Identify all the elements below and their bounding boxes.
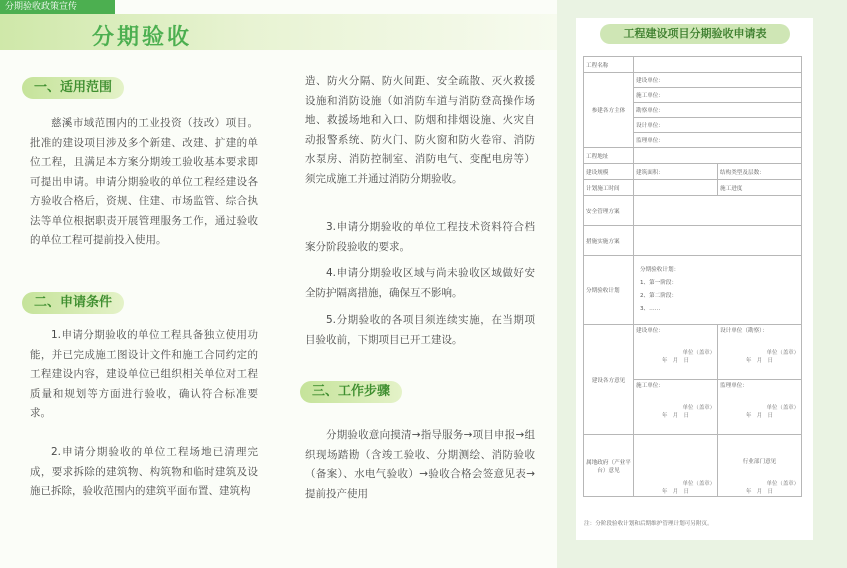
safety-plan-field[interactable]: [634, 196, 802, 226]
participants-label: 参建各方主体: [584, 73, 634, 148]
build-unit-opinion-label: 建设单位：: [636, 328, 664, 334]
build-area-field[interactable]: 建筑面积：: [634, 164, 718, 180]
build-unit-date: 年 月 日: [662, 358, 689, 364]
stage-plan-heading: 分期验收计划：: [640, 267, 680, 273]
section-3-title: 三、工作步骤: [300, 381, 402, 403]
supervise-unit-opinion[interactable]: [718, 380, 802, 435]
territory-date: 年 月 日: [662, 489, 689, 495]
industry-label: 行业部门意见: [742, 459, 777, 465]
industry-date: 年 月 日: [746, 489, 773, 495]
construct-unit-opinion[interactable]: [634, 380, 718, 435]
construct-unit-date: 年 月 日: [662, 413, 689, 419]
application-form-table: [583, 56, 802, 497]
stage-2-line: 2、第二阶段：: [640, 293, 678, 299]
design-unit-date: 年 月 日: [746, 358, 773, 364]
industry-seal: 单位（盖章）: [766, 481, 799, 487]
form-footnote: 注：分阶段验收计划和后期维护管理计划可另附页。: [584, 521, 713, 527]
design-unit-seal: 单位（盖章）: [766, 350, 799, 356]
condition-3-paragraph: 3.申请分期验收的单位工程技术资料符合档案分阶段验收的要求。: [305, 221, 535, 253]
condition-2-continued: 造、防火分隔、防火间距、安全疏散、灭火救援设施和消防设施（如消防车道与消防登高操作场地、救援场地和入口、防烟和排烟设施、火灾自动报警系统、防火门、防火窗和防火卷帘、消防水泵房、消防控制室、消防电气、变配电房等）须完成施工并通过消防分期验收。: [305, 75, 535, 185]
condition-1-paragraph: 1.申请分期验收的单位工程具备独立使用功能，并已完成施工图设计文件和施工合同约定的工程建设内容，建设单位已组织相关单位对工程质量和规划等方面进行验收，确认符合标准要求。: [30, 329, 258, 419]
build-scale-label: 建设规模: [584, 164, 634, 180]
condition-2-paragraph: 2.申请分期验收的单位工程场地已清理完成，要求拆除的建筑物、构筑物和临时建筑及设施已拆除，验收范围内的建筑平面布置、建筑构: [30, 446, 258, 497]
industry-opinion[interactable]: [718, 435, 802, 497]
banner-tag: 分期验收政策宣传: [0, 0, 115, 14]
design-unit-field[interactable]: 设计单位：: [634, 118, 802, 133]
design-unit-opinion[interactable]: [718, 325, 802, 380]
stage-3-line: 3、……: [640, 306, 661, 312]
supervise-unit-opinion-label: 监理单位：: [720, 383, 748, 389]
territory-opinion[interactable]: [634, 435, 718, 497]
territory-seal: 单位（盖章）: [682, 481, 715, 487]
project-location-field[interactable]: [634, 148, 802, 164]
page-title: 分期验收: [92, 25, 193, 50]
workflow-paragraph: 分期验收意向摸清→指导服务→项目申报→组织现场踏勘（含竣工验收、分期测绘、消防验收（备案）、水电气验收）→验收合格会签意见表→提前投产使用: [305, 429, 535, 500]
stage-1-line: 1、第一阶段：: [640, 280, 678, 286]
territory-label: 属地政府（产业平台）意见: [584, 435, 634, 497]
measure-plan-field[interactable]: [634, 226, 802, 256]
construct-unit-seal: 单位（盖章）: [682, 405, 715, 411]
condition-4-paragraph: 4.申请分期验收区域与尚未验收区域做好安全防护隔离措施，确保互不影响。: [305, 267, 535, 299]
build-unit-field[interactable]: 建设单位：: [634, 73, 802, 88]
supervise-unit-field[interactable]: 监理单位：: [634, 133, 802, 148]
safety-plan-label: 安全管理方案: [584, 196, 634, 226]
supervise-unit-date: 年 月 日: [746, 413, 773, 419]
project-location-label: 工程地址: [584, 148, 634, 164]
project-name-field[interactable]: [634, 57, 802, 73]
opinions-label: 建设各方意见: [584, 325, 634, 435]
header-band: [0, 14, 557, 50]
stage-plan-label: 分期验收计划: [584, 256, 634, 325]
supervise-unit-seal: 单位（盖章）: [766, 405, 799, 411]
build-unit-opinion[interactable]: [634, 325, 718, 380]
measure-plan-label: 措施实施方案: [584, 226, 634, 256]
survey-unit-field[interactable]: 勘察单位：: [634, 103, 802, 118]
build-unit-seal: 单位（盖章）: [682, 350, 715, 356]
plan-start-label: 计划施工时间: [584, 180, 634, 196]
condition-5-paragraph: 5.分期验收的各项目须连续实施，在当期项目验收前，下期项目已开工建设。: [305, 314, 535, 346]
plan-start-field[interactable]: [634, 180, 718, 196]
section-2-title: 二、申请条件: [22, 292, 124, 314]
construct-unit-opinion-label: 施工单位：: [636, 383, 664, 389]
form-title: 工程建设项目分期验收申请表: [600, 24, 790, 44]
construct-progress-field[interactable]: 施工进度: [718, 180, 802, 196]
project-name-label: 工程名称: [584, 57, 634, 73]
stage-plan-field[interactable]: [634, 256, 802, 325]
structure-type-field[interactable]: 结构类型及层数：: [718, 164, 802, 180]
section-1-title: 一、适用范围: [22, 77, 124, 99]
construct-unit-field[interactable]: 施工单位：: [634, 88, 802, 103]
scope-paragraph: 慈溪市域范围内的工业投资（技改）项目。批准的建设项目涉及多个新建、改建、扩建的单位工程，且满足本方案分期竣工验收基本要求即可提出申请。申请分期验收的单位工程经建设各方验收合格后，资规、住建、市场监管、综合执法等单位根据职责开展管理服务工作，通过验收的单位工程可提前投入使用。: [30, 117, 258, 246]
design-unit-opinion-label: 设计单位（勘察）：: [720, 328, 768, 334]
